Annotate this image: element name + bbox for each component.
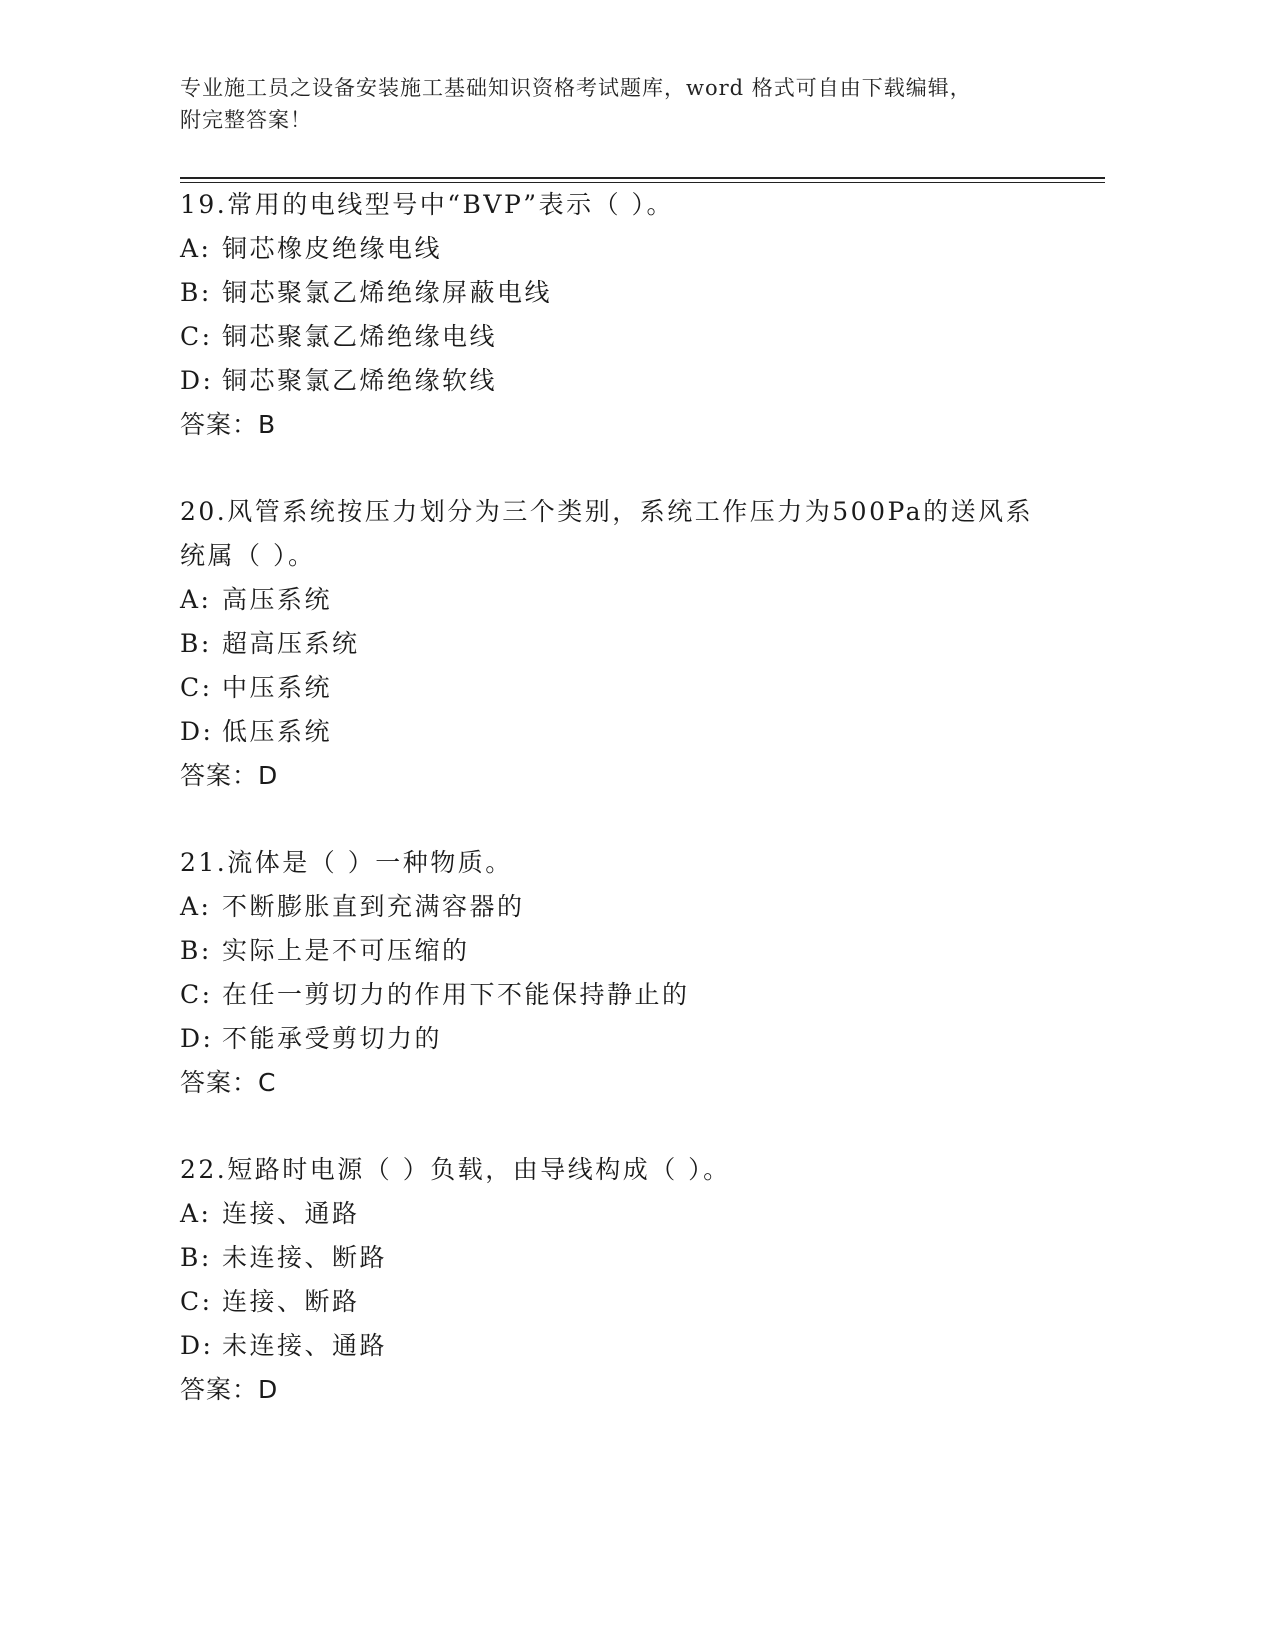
question-stem: 20.风管系统按压力划分为三个类别，系统工作压力为500Pa的送风系统属（ ）。: [180, 497, 1034, 570]
option-letter: C:: [180, 1287, 213, 1316]
question-22: [180, 1148, 1110, 1412]
option-d: [180, 1017, 1110, 1061]
option-c: [180, 1280, 1110, 1324]
option-letter: C:: [180, 673, 213, 702]
question-21: [180, 841, 1110, 1105]
option-text: 高压系统: [222, 585, 333, 614]
option-text: 不能承受剪切力的: [222, 1024, 443, 1053]
document-header: [180, 72, 1080, 136]
option-a: [180, 885, 1110, 929]
option-text: 未连接、断路: [222, 1243, 388, 1272]
option-letter: C:: [180, 322, 213, 351]
option-text: 未连接、通路: [222, 1331, 388, 1360]
option-letter: B:: [180, 629, 212, 658]
option-text: 中压系统: [222, 673, 333, 702]
option-text: 铜芯聚氯乙烯绝缘软线: [222, 366, 498, 395]
question-list: [180, 183, 1110, 1412]
option-text: 不断膨胀直到充满容器的: [222, 892, 525, 921]
option-b: [180, 1236, 1110, 1280]
option-text: 铜芯橡皮绝缘电线: [222, 234, 443, 263]
option-letter: D:: [180, 717, 214, 746]
header-line-2: 附完整答案！: [180, 108, 312, 132]
option-text: 超高压系统: [222, 629, 360, 658]
question-20: [180, 490, 1110, 798]
option-letter: D:: [180, 1331, 214, 1360]
option-text: 低压系统: [222, 717, 333, 746]
header-line-1: 专业施工员之设备安装施工基础知识资格考试题库，word 格式可自由下载编辑，: [180, 76, 972, 100]
option-text: 在任一剪切力的作用下不能保持静止的: [222, 980, 690, 1009]
option-letter: B:: [180, 1243, 212, 1272]
option-letter: B:: [180, 278, 212, 307]
option-c: [180, 315, 1110, 359]
option-text: 实际上是不可压缩的: [222, 936, 470, 965]
option-c: [180, 973, 1110, 1017]
question-stem: 21.流体是（ ）一种物质。: [180, 848, 513, 877]
answer-line: 答案：D: [180, 1375, 279, 1404]
option-b: [180, 271, 1110, 315]
option-a: [180, 227, 1110, 271]
option-a: [180, 1192, 1110, 1236]
option-text: 连接、断路: [222, 1287, 360, 1316]
option-letter: A:: [180, 892, 212, 921]
option-letter: D:: [180, 366, 214, 395]
option-b: [180, 622, 1110, 666]
option-d: [180, 1324, 1110, 1368]
option-letter: B:: [180, 936, 212, 965]
answer-line: 答案：C: [180, 1068, 277, 1097]
option-a: [180, 578, 1110, 622]
option-letter: C:: [180, 980, 213, 1009]
option-letter: A:: [180, 585, 212, 614]
option-text: 连接、通路: [222, 1199, 360, 1228]
question-stem: 19.常用的电线型号中“BVP”表示（ ）。: [180, 190, 675, 219]
answer-line: 答案：D: [180, 761, 279, 790]
option-c: [180, 666, 1110, 710]
option-text: 铜芯聚氯乙烯绝缘电线: [222, 322, 498, 351]
option-letter: D:: [180, 1024, 214, 1053]
option-letter: A:: [180, 234, 212, 263]
option-d: [180, 710, 1110, 754]
option-text: 铜芯聚氯乙烯绝缘屏蔽电线: [222, 278, 553, 307]
question-stem: 22.短路时电源（ ）负载，由导线构成（ ）。: [180, 1155, 731, 1184]
option-b: [180, 929, 1110, 973]
question-19: [180, 183, 1110, 447]
header-divider-thick: [180, 177, 1105, 179]
answer-line: 答案：B: [180, 410, 277, 439]
option-letter: A:: [180, 1199, 212, 1228]
option-d: [180, 359, 1110, 403]
